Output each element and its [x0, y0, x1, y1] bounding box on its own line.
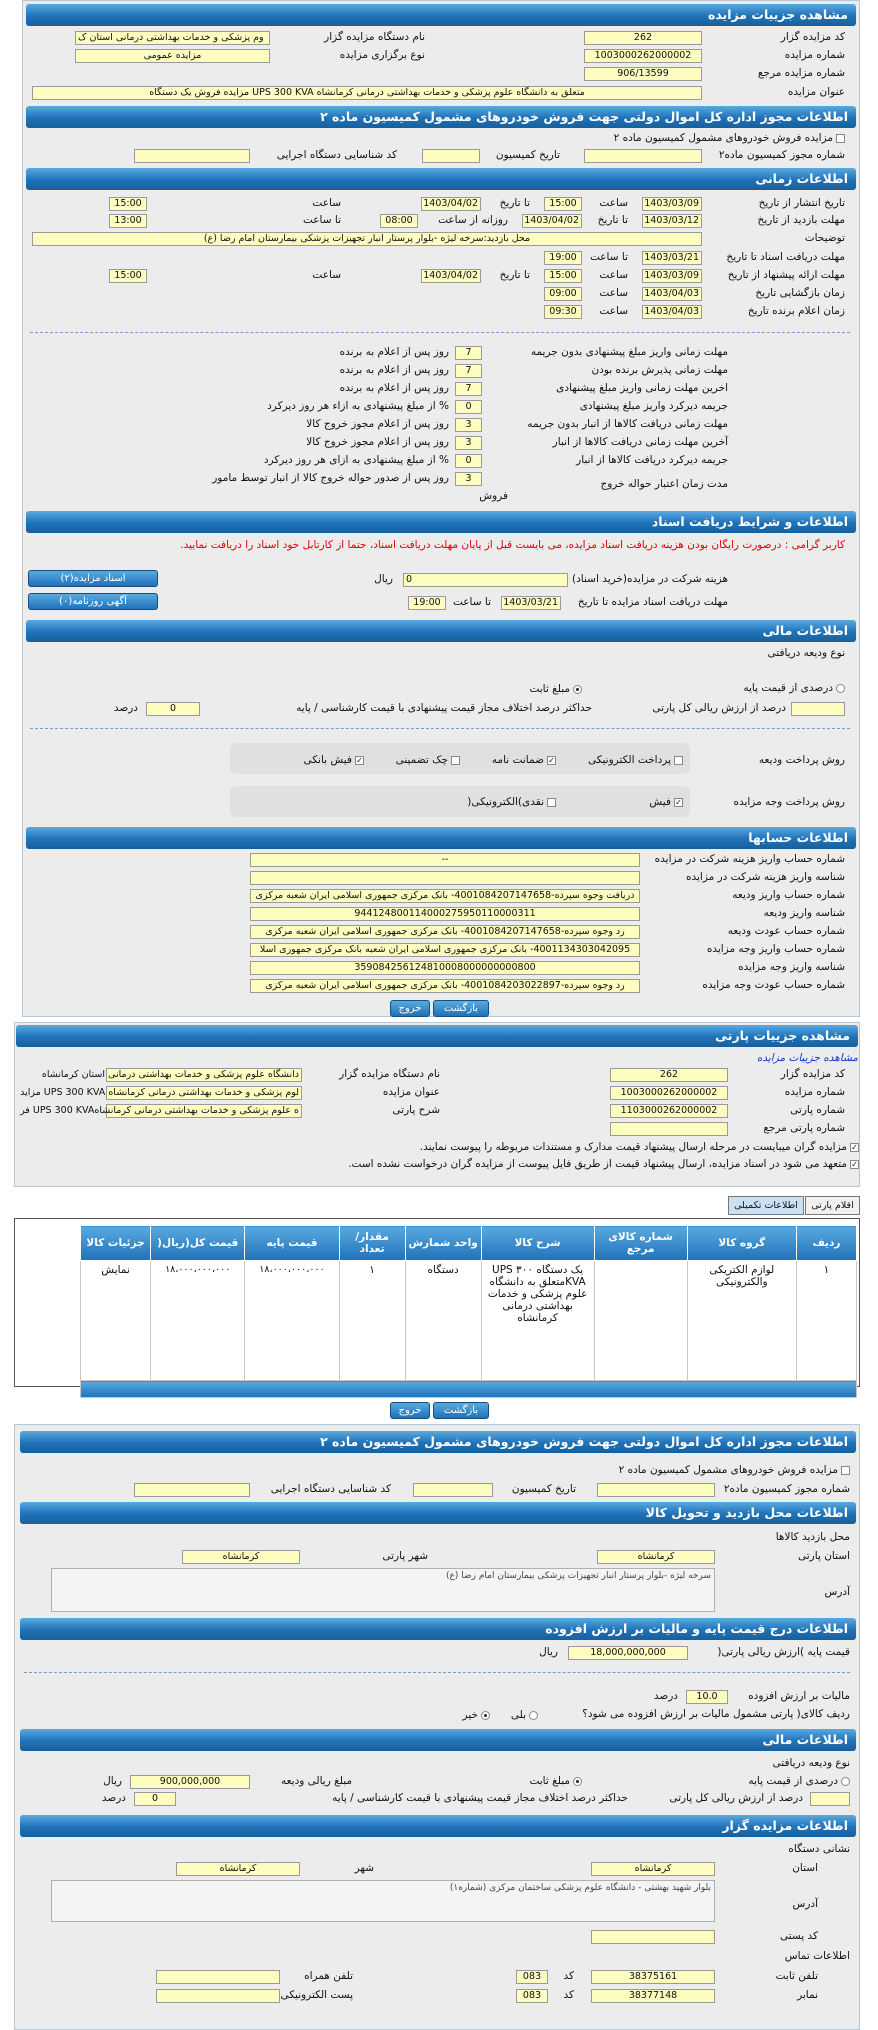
pay-guarantee-checkbox[interactable]: ✓	[548, 755, 555, 765]
exec-code-label: کد شناسایی دستگاه اجرایی	[276, 149, 397, 161]
fax-code-label: کد	[563, 1989, 574, 2001]
offer-from-field: 1403/03/09	[642, 269, 702, 283]
fee-label: هزینه شرکت در مزایده(خرید اسناد)	[572, 573, 728, 585]
financial-header: اطلاعات مالی	[26, 620, 856, 642]
winner-label: زمان اعلام برنده تاریخ	[747, 305, 845, 317]
max-diff-field: 0	[146, 702, 200, 716]
commission-date-field-2	[413, 1483, 493, 1497]
party-auction-code-label: کد مزایده گزار	[780, 1068, 845, 1080]
party-city-field: کرمانشاه	[182, 1550, 300, 1564]
visit-daily-field: 08:00	[380, 214, 418, 228]
deposit-type-label: نوع ودیعه دریافتی	[767, 647, 845, 659]
org-name-label: نام دستگاه مزایده گزار	[324, 31, 425, 43]
opening-label: زمان بازگشایی تاریخ	[755, 287, 845, 299]
percent-option-label-2: درصدی از قیمت پایه	[748, 1775, 838, 1787]
auction-code-label: کد مزایده گزار	[780, 31, 845, 43]
exec-code-field-2	[134, 1483, 250, 1497]
exit-button-2[interactable]: خروج	[390, 1402, 430, 1419]
fixed-option-label: مبلغ ثابت	[529, 683, 570, 695]
visit-daily-label: روزانه از ساعت	[438, 214, 508, 226]
org-address-label: آدرس	[792, 1898, 818, 1910]
permit-header: اطلاعات مجوز اداره کل اموال دولتی جهت فروش خودروهای مشمول کمیسیون ماده ۲	[26, 106, 856, 128]
winner-date-field: 1403/04/03	[642, 305, 702, 319]
commission-check-label: مزایده فروش خودروهای مشمول کمیسیون ماده ۲	[613, 132, 833, 144]
deadline-suffix: فروش	[479, 490, 508, 502]
commission-date-label: تاریخ کمیسیون	[495, 149, 560, 161]
account-value-1	[250, 871, 640, 885]
account-label-4: شماره حساب عودت ودیعه	[727, 925, 845, 937]
cell-base: ۱۸،۰۰۰،۰۰۰،۰۰۰	[245, 1261, 339, 1381]
org-province-label: استان	[792, 1862, 818, 1874]
back-button[interactable]: بازگشت	[433, 1000, 489, 1017]
fax-label: نمابر	[797, 1989, 818, 2001]
offer-time-label: ساعت	[599, 269, 628, 281]
party-city-label: شهر پارتی	[382, 1550, 428, 1562]
cell-desc: یک دستگاه UPS ۳۰۰ KVAمتعلق به دانشگاه علوم پزشکی و خدمات بهداشتی درمانی کرمانشاه	[481, 1261, 594, 1381]
email-label: پست الکترونیکی	[280, 1989, 353, 2001]
permit-header-2: اطلاعات مجوز اداره کل اموال دولتی جهت فروش خودروهای مشمول کمیسیون ماده ۲	[20, 1431, 856, 1453]
pay-bank	[303, 752, 364, 768]
pay-fish-label: فیش	[649, 796, 671, 808]
col-qty: مقدار/ تعداد	[339, 1226, 405, 1261]
col-desc: شرح کالا	[481, 1226, 594, 1261]
fixed-option-2	[529, 1773, 582, 1789]
deadline-unit-2: روز پس از اعلام به برنده	[339, 382, 449, 394]
pay-cash-checkbox[interactable]	[547, 798, 556, 807]
percent-radio[interactable]	[836, 684, 845, 693]
col-ref: شماره کالای مرجع	[594, 1226, 687, 1261]
vat-yes	[511, 1707, 538, 1723]
org-city-label: شهر	[354, 1862, 374, 1874]
vat-field: 10.0	[686, 1690, 728, 1704]
deadline-unit-7: روز پس از صدور حواله خروج کالا از انبار توسط مامور	[212, 472, 449, 484]
party-ref-field	[610, 1122, 728, 1136]
publish-to-field: 1403/04/02	[421, 197, 481, 211]
auction-details-link[interactable]: مشاهده جزییات مزایده	[756, 1052, 858, 1064]
deadline-label-5: آخرین مهلت زمانی دریافت کالاها از انبار	[552, 436, 728, 448]
auction-details-header: مشاهده جزییات مزایده	[26, 4, 856, 26]
attachment-check-2-label: متعهد می شود در اسناد مزایده، ارسال پیشنهاد قیمت از طریق فایل پیوست از مزایده گران درخواست نشده است.	[348, 1158, 847, 1170]
vat-yes-label: بلی	[510, 1709, 526, 1721]
pay-online	[588, 752, 683, 768]
account-value-5: 4001134303042095- بانک مرکزی جمهوری اسلامی ایران شعبه بانک مرکزی جمهوری اسلا	[250, 943, 640, 957]
opening-time-field: 09:00	[544, 287, 582, 301]
cell-detail-link[interactable]: نمایش	[81, 1261, 151, 1381]
account-value-0: --	[250, 853, 640, 867]
commission-checkbox-2[interactable]	[841, 1466, 850, 1475]
deadline-value-1: 7	[455, 364, 482, 378]
percent-value-field-2	[810, 1792, 850, 1806]
table-footer	[81, 1381, 857, 1398]
percent-unit: درصد از ارزش ریالی کل پارتی	[652, 702, 786, 714]
deposit-type-label-2: نوع ودیعه دریافتی	[772, 1757, 850, 1769]
party-subject-field: لوم پزشکی و خدمات بهداشتی درمانی کرمانشاه UPS 300 KVA مزاید	[106, 1086, 302, 1100]
deposit-amount-unit: ریال	[103, 1775, 122, 1787]
deadline-unit-3: % از مبلغ پیشنهادی به ازاء هر روز دیرکرد	[267, 400, 449, 412]
table-row	[81, 1261, 857, 1381]
auction-code-field: 262	[584, 31, 702, 45]
phone-code-label: کد	[563, 1970, 574, 1982]
table-header-row	[81, 1226, 857, 1261]
permit-number-field	[584, 149, 702, 163]
exit-button[interactable]: خروج	[390, 1000, 430, 1017]
party-desc-label: شرح پارتی	[392, 1104, 440, 1116]
account-value-6: 359084256124810008000000000800	[250, 961, 640, 975]
auctioneer-header: اطلاعات مزایده گزار	[20, 1815, 856, 1837]
commission-check-row-2	[619, 1462, 850, 1478]
commission-check-row	[614, 130, 845, 146]
doc-time-field: 19:00	[544, 251, 582, 265]
permit-number-label: شماره مجوز کمیسیون ماده۲	[718, 149, 845, 161]
account-label-3: شناسه واریز ودیعه	[763, 907, 845, 919]
max-diff-unit: درصد	[113, 702, 138, 714]
max-diff-field-2: 0	[134, 1792, 176, 1806]
time-info-header: اطلاعات زمانی	[26, 168, 856, 190]
visit-date-label: مهلت بازدید از تاریخ	[757, 214, 845, 226]
separator	[30, 332, 850, 333]
account-value-3: 944124800114000275950110000311	[250, 907, 640, 921]
items-table	[80, 1225, 857, 1398]
attachment-checkbox-1[interactable]: ✓	[851, 1142, 858, 1152]
party-auction-code-field: 262	[610, 1068, 728, 1082]
deadline-label-0: مهلت زمانی واریز مبلغ پیشنهادی بدون جریمه	[530, 346, 728, 358]
amount-method-group	[230, 786, 690, 817]
party-desc-field: ه علوم پزشکی و خدمات بهداشتی درمانی کرمانشاهUPS 300 KVA فر	[106, 1104, 302, 1118]
party-number-field: 1103000262000002	[610, 1104, 728, 1118]
pay-bank-label: فیش بانکی	[303, 754, 352, 766]
party-auction-number-label: شماره مزایده	[784, 1086, 845, 1098]
phone-code-field: 083	[516, 1970, 548, 1984]
party-subject-label: عنوان مزایده	[382, 1086, 440, 1098]
fixed-radio-2[interactable]	[573, 1777, 582, 1786]
percent-value-field	[791, 702, 845, 716]
commission-date-label-2: تاریخ کمیسیون	[511, 1483, 576, 1495]
account-label-0: شماره حساب واریز هزینه شرکت در مزایده	[654, 853, 845, 865]
holding-type-label: نوع برگزاری مزایده	[339, 49, 425, 61]
pay-cash	[467, 794, 556, 810]
vat-label: مالیات بر ارزش افزوده	[748, 1690, 850, 1702]
description-field: محل بازدید:سرخه لیژه -بلوار پرستار انبار تجهیزات پزشکی بیمارستان امام رضا (ع)	[32, 232, 702, 246]
offer-to-time-field: 15:00	[109, 269, 147, 283]
separator	[30, 728, 850, 729]
cell-row: ۱	[796, 1261, 856, 1381]
col-detail: جزئیات کالا	[81, 1226, 151, 1261]
deadline-label-1: مهلت زمانی پذیرش برنده بودن	[591, 364, 728, 376]
phone-field: 38375161	[591, 1970, 715, 1984]
offer-to-time-label: ساعت	[312, 269, 341, 281]
visit-from-field: 1403/03/12	[642, 214, 702, 228]
party-org-label: نام دستگاه مزایده گزار	[339, 1068, 440, 1080]
pay-check-checkbox[interactable]	[451, 756, 460, 765]
fee-unit: ریال	[374, 573, 393, 585]
deadline-unit-5: روز پس از اعلام مجوز خروج کالا	[306, 436, 449, 448]
publish-date-label: تاریخ انتشار از تاریخ	[758, 197, 845, 209]
deposit-method-label: روش پرداخت ودیعه	[758, 754, 845, 766]
max-diff-label-2: حداکثر درصد اختلاف مجاز قیمت پیشنهادی با قیمت کارشناسی / پایه	[332, 1792, 628, 1804]
publish-to-label: تا تاریخ	[499, 197, 530, 209]
mobile-field	[156, 1970, 280, 1984]
deadline-unit-0: روز پس از اعلام به برنده	[339, 346, 449, 358]
visit-to-field: 1403/04/02	[522, 214, 582, 228]
vat-question: ردیف کالای( پارتی مشمول مالیات بر ارزش افزوده می شود؟	[582, 1708, 850, 1720]
account-value-2: دریافت وجوه سپرده-4001084207147658- بانک مرکزی جمهوری اسلامی ایران شعبه مرکزی	[250, 889, 640, 903]
percent-unit-2: درصد از ارزش ریالی کل پارتی	[669, 1792, 803, 1804]
visit-location-header: اطلاعات محل بازدید و تحویل کالا	[20, 1502, 856, 1524]
tab-party-items[interactable]: اقلام پارتی	[805, 1196, 860, 1215]
vat-no-radio[interactable]	[481, 1711, 490, 1720]
publish-time-label: ساعت	[599, 197, 628, 209]
account-label-1: شناسه واریز هزینه شرکت در مزایده	[685, 871, 845, 883]
exec-code-label-2: کد شناسایی دستگاه اجرایی	[270, 1483, 391, 1495]
amount-method-label: روش پرداخت وجه مزایده	[733, 796, 845, 808]
vat-no-label: خیر	[462, 1709, 478, 1721]
cell-group: لوازم الکتریکی والکترونیکی	[687, 1261, 796, 1381]
percent-option-2	[748, 1773, 850, 1789]
attachment-check-1	[420, 1139, 859, 1155]
cell-unit: دستگاه	[405, 1261, 481, 1381]
publish-time-field: 15:00	[544, 197, 582, 211]
commission-check-label-2: مزایده فروش خودروهای مشمول کمیسیون ماده ۲	[618, 1464, 838, 1476]
attachment-check-1-label: مزایده گران میبایست در مرحله ارسال پیشنهاد قیمت مدارک و مستندات مربوطه را پیوست نمایند.	[419, 1141, 847, 1153]
attachment-check-2	[348, 1156, 859, 1172]
vat-yes-radio[interactable]	[529, 1711, 538, 1720]
holding-type-field: مزایده عمومی	[75, 49, 270, 63]
pay-bank-checkbox[interactable]: ✓	[356, 755, 363, 765]
party-number-label: شماره پارتی	[790, 1104, 845, 1116]
accounts-header: اطلاعات حسابها	[26, 827, 856, 849]
table-footer-row	[81, 1381, 857, 1398]
deadline-label-7: مدت زمان اعتبار حواله خروج	[600, 478, 728, 490]
party-province-label: استان پارتی	[798, 1550, 850, 1562]
account-label-5: شماره حساب واریز وجه مزایده	[706, 943, 845, 955]
org-address-field: بلوار شهید بهشتی - دانشگاه علوم پزشکی ساختمان مرکزی (شماره۱)	[51, 1880, 715, 1922]
vat-unit: درصد	[653, 1690, 678, 1702]
offer-time-field: 15:00	[544, 269, 582, 283]
publish-from-field: 1403/03/09	[642, 197, 702, 211]
winner-time-field: 09:30	[544, 305, 582, 319]
fax-field: 38377148	[591, 1989, 715, 2003]
base-price-unit: ریال	[539, 1646, 558, 1658]
cell-qty: ۱	[339, 1261, 405, 1381]
offer-to-field: 1403/04/02	[421, 269, 481, 283]
auction-number-field: 1003000262000002	[584, 49, 702, 63]
separator	[24, 1672, 850, 1673]
party-details-header: مشاهده جزییات پارتی	[16, 1025, 858, 1047]
financial-header-2: اطلاعات مالی	[20, 1729, 856, 1751]
fixed-radio[interactable]	[573, 685, 582, 694]
tab-extra-info[interactable]: اطلاعات تکمیلی	[728, 1196, 804, 1215]
commission-date-field	[422, 149, 480, 163]
visit-place-label: محل بازدید کالاها	[775, 1531, 850, 1543]
party-address-field: سرخه لیژه -بلوار پرستار انبار تجهیزات پزشکی بیمارستان امام رضا (ع)	[51, 1568, 715, 1612]
pay-fish	[649, 794, 683, 810]
deadline-value-2: 7	[455, 382, 482, 396]
col-unit: واحد شمارش	[405, 1226, 481, 1261]
cell-total: ۱۸،۰۰۰،۰۰۰،۰۰۰	[151, 1261, 245, 1381]
deadline-value-4: 3	[455, 418, 482, 432]
doc-deadline2-time-label: تا ساعت	[452, 596, 491, 608]
col-group: گروه کالا	[687, 1226, 796, 1261]
attachment-checkbox-2[interactable]: ✓	[851, 1159, 858, 1169]
deadline-value-6: 0	[455, 454, 482, 468]
commission-checkbox[interactable]	[836, 134, 845, 143]
account-label-6: شناسه واریز وجه مزایده	[738, 961, 845, 973]
deposit-amount-field: 900,000,000	[130, 1775, 250, 1789]
visit-to-label: تا تاریخ	[597, 214, 628, 226]
base-price-field: 18,000,000,000	[568, 1646, 688, 1660]
deadline-label-3: جریمه دیرکرد واریز مبلغ پیشنهادی	[579, 400, 728, 412]
max-diff-label: حداکثر درصد اختلاف مجاز قیمت پیشنهادی با قیمت کارشناسی / پایه	[296, 702, 592, 714]
pay-fish-checkbox[interactable]: ✓	[675, 797, 682, 807]
account-value-4: رد وجوه سپرده-4001084207147658- بانک مرکزی جمهوری اسلامی ایران شعبه مرکزی	[250, 925, 640, 939]
deadline-label-4: مهلت زمانی دریافت کالاها از انبار بدون جریمه	[527, 418, 728, 430]
fee-field: 0	[403, 573, 568, 587]
pay-check-label: چک تضمینی	[395, 754, 448, 766]
doc-deadline-field: 1403/03/21	[642, 251, 702, 265]
doc-deadline2-time-field: 19:00	[408, 596, 446, 610]
pay-online-label: پرداخت الکترونیکی	[587, 754, 671, 766]
auction-ref-field: 906/13599	[584, 67, 702, 81]
doc-deadline2-field: 1403/03/21	[501, 596, 561, 610]
contact-title: اطلاعات تماس	[784, 1950, 850, 1962]
org-city-field: کرمانشاه	[176, 1862, 300, 1876]
org-address-title: نشانی دستگاه	[788, 1843, 850, 1855]
deadline-unit-6: % از مبلغ پیشنهادی به ازای هر روز دیرکرد	[263, 454, 449, 466]
base-price-label: قیمت پایه )ارزش ریالی پارتی(	[717, 1646, 850, 1658]
percent-option-label: درصدی از قیمت پایه	[743, 682, 833, 694]
offer-date-label: مهلت ارائه پیشنهاد از تاریخ	[727, 269, 845, 281]
party-auction-number-field: 1003000262000002	[610, 1086, 728, 1100]
auction-ref-label: شماره مزایده مرجع	[757, 67, 845, 79]
doc-deadline-label: مهلت دریافت اسناد تا تاریخ	[726, 251, 845, 263]
newspaper-ad-button[interactable]: آگهی روزنامه(۰)	[28, 593, 158, 610]
documents-warning: کاربر گرامی : درصورت رایگان بودن هزینه دریافت اسناد مزایده، می بایست قبل از پایان مهلت دریافت اسناد، حتما از کارتابل خود اسناد را دریافت نمایید.	[180, 539, 845, 551]
party-address-label: آدرس	[824, 1586, 850, 1598]
max-diff-unit-2: درصد	[101, 1792, 126, 1804]
permit-number-label-2: شماره مجوز کمیسیون ماده۲	[723, 1483, 850, 1495]
fixed-option-label-2: مبلغ ثابت	[529, 1775, 570, 1787]
auction-number-label: شماره مزایده	[784, 49, 845, 61]
description-label: توضیحات	[804, 232, 845, 244]
org-name-field: وم پزشکی و خدمات بهداشتی درمانی استان ک	[75, 31, 270, 45]
party-ref-label: شماره پارتی مرجع	[763, 1122, 845, 1134]
party-province-field: کرمانشاه	[597, 1550, 715, 1564]
percent-option	[743, 680, 845, 696]
col-total: قیمت کل(ریال(	[151, 1226, 245, 1261]
pay-cash-label: نقدی)الکترونیکی(	[467, 796, 544, 808]
deadline-unit-4: روز پس از اعلام مجوز خروج کالا	[306, 418, 449, 430]
deadline-label-6: جریمه دیرکرد دریافت کالاها از انبار	[576, 454, 728, 466]
org-province-field: کرمانشاه	[591, 1862, 715, 1876]
back-button-2[interactable]: بازگشت	[433, 1402, 489, 1419]
vat-no	[463, 1707, 490, 1723]
exec-code-field	[134, 149, 250, 163]
col-base: قیمت پایه	[245, 1226, 339, 1261]
account-label-7: شماره حساب عودت وجه مزایده	[702, 979, 845, 991]
party-org-field: دانشگاه علوم پزشکی و خدمات بهداشتی درمانی استان کرمانشاه	[106, 1068, 302, 1082]
deadline-unit-1: روز پس از اعلام به برنده	[339, 364, 449, 376]
mobile-label: تلفن همراه	[304, 1970, 353, 1982]
fax-code-field: 083	[516, 1989, 548, 2003]
documents-header: اطلاعات و شرایط دریافت اسناد	[26, 511, 856, 533]
account-value-7: رد وجوه سپرده-4001084203022897- بانک مرکزی جمهوری اسلامی ایران شعبه مرکزی	[250, 979, 640, 993]
postal-code-label: کد پستی	[779, 1930, 818, 1942]
pay-guarantee-label: ضمانت نامه	[491, 754, 544, 766]
percent-radio-2[interactable]	[841, 1777, 850, 1786]
phone-label: تلفن ثابت	[775, 1970, 818, 1982]
doc-deadline2-label: مهلت دریافت اسناد مزایده تا تاریخ	[577, 596, 728, 608]
col-row: ردیف	[796, 1226, 856, 1261]
opening-time-label: ساعت	[599, 287, 628, 299]
fixed-option	[529, 681, 582, 697]
permit-number-field-2	[597, 1483, 715, 1497]
visit-until-label: تا ساعت	[302, 214, 341, 226]
deadline-value-7: 3	[455, 472, 482, 486]
pay-online-checkbox[interactable]	[674, 756, 683, 765]
deadline-value-5: 3	[455, 436, 482, 450]
account-label-2: شماره حساب واریز ودیعه	[732, 889, 845, 901]
publish-to-time-field: 15:00	[109, 197, 147, 211]
deadline-label-2: اخرین مهلت زمانی واریز مبلغ پیشنهادی	[556, 382, 728, 394]
postal-code-field	[591, 1930, 715, 1944]
doc-time-label: تا ساعت	[589, 251, 628, 263]
pay-guarantee	[492, 752, 556, 768]
publish-to-time-label: ساعت	[312, 197, 341, 209]
winner-time-label: ساعت	[599, 305, 628, 317]
offer-to-label: تا تاریخ	[499, 269, 530, 281]
base-price-header: اطلاعات درج قیمت پایه و مالیات بر ارزش افزوده	[20, 1618, 856, 1640]
cell-ref	[594, 1261, 687, 1381]
visit-until-field: 13:00	[109, 214, 147, 228]
deadline-value-3: 0	[455, 400, 482, 414]
deadline-value-0: 7	[455, 346, 482, 360]
pay-check	[396, 752, 460, 768]
auction-subject-field: متعلق به دانشگاه علوم پزشکی و خدمات بهداشتی درمانی کرمانشاه UPS 300 KVA مزایده فروش یک دستگاه	[32, 86, 702, 100]
deposit-amount-label: مبلغ ریالی ودیعه	[280, 1775, 352, 1787]
auction-documents-button[interactable]: اسناد مزایده(۲)	[28, 570, 158, 587]
auction-subject-label: عنوان مزایده	[787, 86, 845, 98]
email-field	[156, 1989, 280, 2003]
opening-date-field: 1403/04/03	[642, 287, 702, 301]
